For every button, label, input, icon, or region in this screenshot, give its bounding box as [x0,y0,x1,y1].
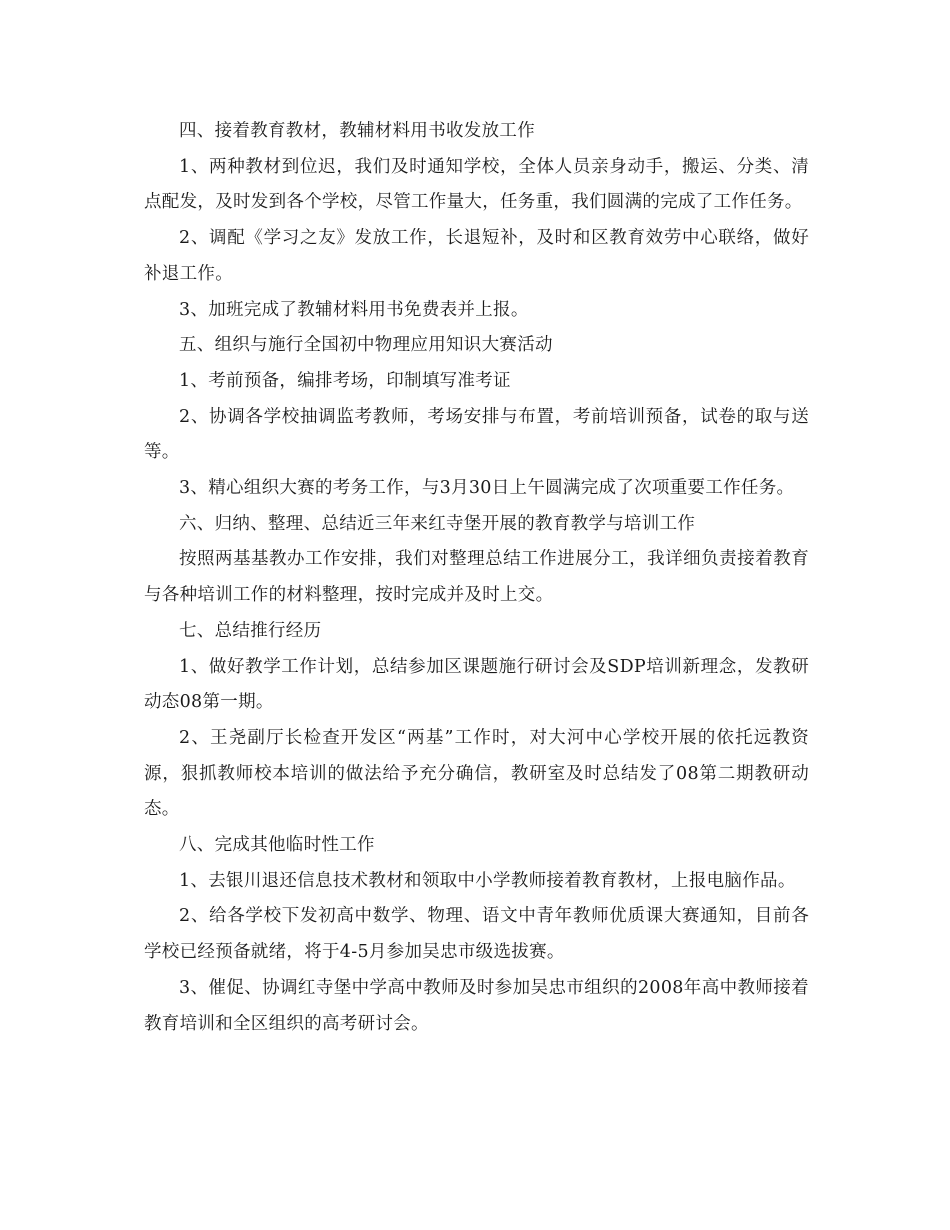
paragraph: 1、做好教学工作计划，总结参加区课题施行研讨会及SDP培训新理念，发教研动态08第一期。 [144,656,809,713]
paragraph: 1、两种教材到位迟，我们及时通知学校，全体人员亲身动手，搬运、分类、清点配发，及时发到各个学校，尽管工作量大，任务重，我们圆满的完成了工作任务。 [144,156,809,213]
paragraph: 2、协调各学校抽调监考教师，考场安排与布置，考前培训预备，试卷的取与送等。 [144,406,809,463]
paragraph: 1、去银川退还信息技术教材和领取中小学教师接着教育教材，上报电脑作品。 [179,870,796,891]
paragraph: 1、考前预备，编排考场，印制填写准考证 [179,370,511,391]
section-heading-8: 八、完成其他临时性工作 [179,835,375,856]
document-body [144,114,809,1042]
paragraph: 按照两基基教办工作安排，我们对整理总结工作进展分工，我详细负责接着教育与各种培训工作的材料整理，按时完成并及时上交。 [144,549,809,606]
section-heading-6: 六、归纳、整理、总结近三年来红寺堡开展的教育教学与培训工作 [179,513,696,534]
paragraph: 2、王尧副厅长检查开发区“两基”工作时，对大河中心学校开展的依托远教资源，狠抓教师校本培训的做法给予充分确信，教研室及时总结发了08第二期教研动态。 [144,727,809,820]
paragraph: 3、精心组织大赛的考务工作，与3月30日上午圆满完成了次项重要工作任务。 [179,478,795,499]
section-heading-4: 四、接着教育教材，教辅材料用书收发放工作 [179,121,535,141]
paragraph: 3、催促、协调红寺堡中学高中教师及时参加吴忠市组织的2008年高中教师接着教育培训和全区组织的高考研讨会。 [144,977,809,1034]
section-heading-5: 五、组织与施行全国初中物理应用知识大赛活动 [179,335,553,356]
paragraph: 2、调配《学习之友》发放工作，长退短补，及时和区教育效劳中心联络，做好补退工作。 [144,228,809,284]
paragraph: 2、给各学校下发初高中数学、物理、语文中青年教师优质课大赛通知，目前各学校已经预备就绪，将于4-5月参加吴忠市级选拔赛。 [144,906,809,963]
section-heading-7: 七、总结推行经历 [179,620,322,641]
paragraph: 3、加班完成了教辅材料用书免费表并上报。 [179,299,529,320]
